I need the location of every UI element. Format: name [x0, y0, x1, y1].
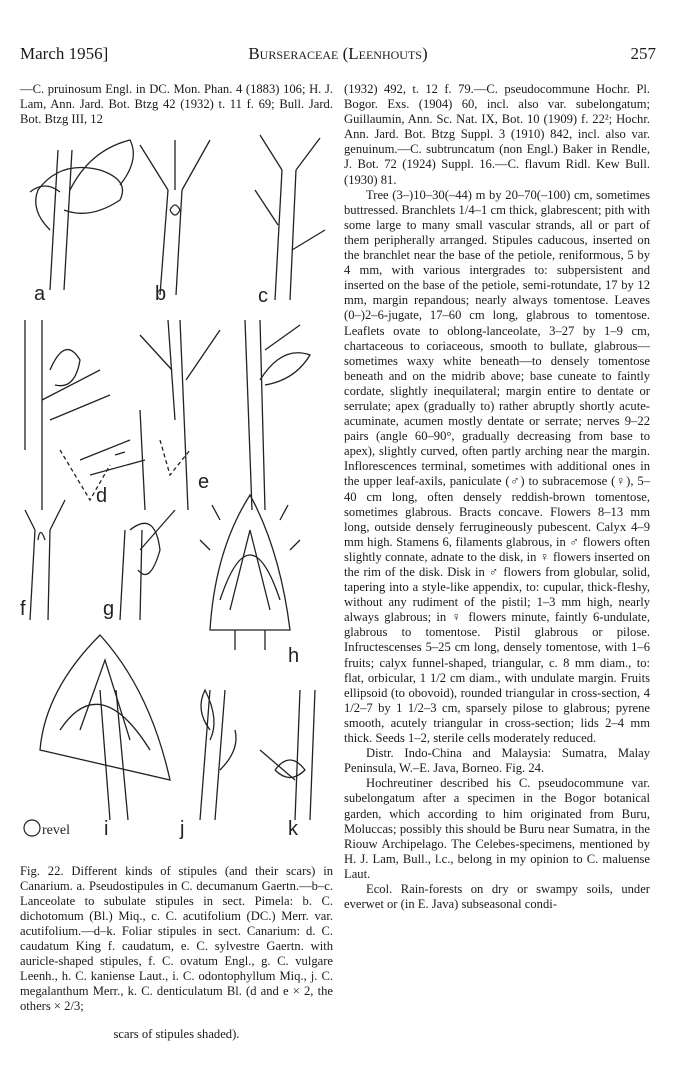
distribution-paragraph: Distr. Indo-China and Malaysia: Sumatra, Malay Peninsula, W.–E. Java, Borneo. Fig. 24. — [344, 746, 650, 776]
panel-f-drawing — [25, 500, 65, 620]
label-e: e — [198, 471, 210, 493]
label-a: a — [34, 283, 46, 305]
page-number: 257 — [630, 44, 656, 63]
caption-text: Fig. 22. Different kinds of stipules (and their scars) in Canarium. a. Pseudostipules in C. decumanum Gaertn.—b–c. Lanceolate to subulate stipules in sect. Pimela: b. C. dichotomum (Bl.) Miq., c. C. acutifolium (DC.) Merr. var. acutifolium.—d–k. Foliar stipules in sect. Canarium: d. C. caudatum King f. caudatum, e. C. sylvestre Gaertn. with auricle-shaped stipules, f. C. ovatum Engl., g. C. vulgare Leenh., h. C. kaniense Laut., i. C. odontophyllum Miq., j. C. megalanthum Merr., k. C. denticulatum Bl. (d and e × 2, the others × 2/3; — [20, 863, 333, 1014]
label-b: b — [155, 283, 167, 305]
synonymy-paragraph: (1932) 492, t. 12 f. 79.—C. pseudocommune Hochr. Pl. Bogor. Exs. (1904) 60, incl. also var. subelongatum; Guillaumin, Ann. Sc. Nat. IX, Bot. 10 (1909) f. 22²; Hochr. Ann. Jard. Bot. Btzg Suppl. 3 (1910) 842, incl. also var. genuinum.—C. subtruncatum (non Engl.) Baker in Rendle, J. Bot. 72 (1924) Suppl. 16.—C. flavum Ridl. Kew Bull. (1930) 81. — [344, 82, 650, 187]
label-h: h — [288, 645, 300, 667]
running-header — [20, 44, 656, 68]
left-column — [20, 82, 333, 127]
panel-b-drawing — [140, 140, 210, 295]
header-title: Burseraceae (Leenhouts) — [248, 44, 428, 63]
panel-i-drawing — [40, 635, 170, 820]
label-c: c — [258, 285, 268, 307]
notes-paragraph: Hochreutiner described his C. pseudocommune var. subelongatum after a specimen in the Bogor botanical garden, which according to him originated from Buru, Moluccas; possibly this should be Buru near Sumatra, in the Riouw Archipelago. The Celebes-specimens, mentioned by H. J. Lam, Bull., l.c., belong in my opinion to C. maluense Laut. — [344, 776, 650, 881]
stipule-drawings — [20, 130, 328, 842]
label-d: d — [96, 485, 108, 507]
panel-h-drawing — [200, 495, 300, 650]
panel-k-drawing — [260, 690, 315, 820]
label-f: f — [20, 598, 26, 620]
figure-caption — [20, 851, 333, 1055]
caption-last-line: scars of stipules shaded). — [113, 1027, 240, 1042]
right-column — [344, 82, 650, 912]
label-i: i — [104, 818, 109, 840]
description-paragraph: Tree (3–)10–30(–44) m by 20–70(–100) cm, sometimes buttressed. Branchlets 1/4–1 cm thick, glabrescent; pith with some large to many small vascular strands, all or part of them peripherally arranged. Stipules caducous, inserted on the branchlet near the base of the petiole, reniformous, 5 by 4 mm, with various intergrades to: subpersistent and inserted on the base of the petiole, semi-rotundate, 17 by 12 mm, margin repandous; nearly always tomentose. Leaves (0–)2–6-jugate, 17–60 cm long, glabrous to tomentose. Leaflets ovate to oblong-lanceolate, 3–27 by 1–9 cm, chartaceous to coriaceous, smooth to bullate, glabrous—sometimes waxy white beneath—to densely tomentose beneath and on the midrib above; base cuneate to faintly cordate, slightly inequilateral; margin entire to dentate or serrulate; apex (gradually to) rather abruptly shortly acute-acuminate, acumen mostly dentate or serrate; nerves 9–22 pairs (angle 60–90°, gradually decreasing from base to apex), slightly curved, often partly arching near the margin. Inflorescences terminal, sometimes with additional ones in the upper leaf-axils, paniculate (♂) to subracemose (♀), 5–40 cm long, often densely reddish-brown tomentose, sometimes glabrous. Bracts concave. Flowers 8–13 mm long, outside densely ferrugineously pubescent. Calyx 4–9 mm high. Stamens 6, filaments glabrous, in ♂ flowers often slightly connate, adnate to the disk, in ♀ flowers inserted on the rim of the disk. Disk in ♂ flowers from globular, solid, tapering into a style-like appendix, to: cupular, thick-fleshy, without any rudiment of the pistil; 1–3 mm high, nearly always glabrous; in ♀ flowers minute, faintly 6-undulate, glabrous to tomentose. Pistil glabrous or pilose. Infructescenses 5–25 cm long, densely tomentose, with 1–6 fruits; calyx funnel-shaped, triangular, c. 8 mm diam., to: flat, orbicular, 1 1/2 cm diam., with undulate margin. Fruits ellipsoid (to obovoid), rounded triangular in cross-section, 4 1/2–7 by 1 1/2–3 cm, sparsely pilose to glabrous; pyrene smooth, acutely triangular in cross-section; lids 2–4 mm thick. Seeds 1–2, sterile cells moderately reduced. — [344, 187, 650, 746]
panel-a-drawing — [30, 140, 133, 290]
label-j: j — [180, 818, 185, 840]
panel-e-branch-drawing — [245, 320, 310, 510]
label-g: g — [103, 598, 115, 620]
header-date: March 1956] — [20, 44, 109, 63]
label-k: k — [288, 818, 298, 840]
panel-g-drawing — [120, 510, 175, 620]
left-column-top-text: —C. pruinosum Engl. in DC. Mon. Phan. 4 (1883) 106; H. J. Lam, Ann. Jard. Bot. Btzg 42 (1932) t. 11 f. 69; Bull. Jard. Bot. Btzg III, 12 — [20, 82, 333, 127]
artist-signature: revel — [42, 823, 70, 838]
ecology-paragraph: Ecol. Rain-forests on dry or swampy soils, under everwet or (in E. Java) subseasonal condi- — [344, 881, 650, 912]
panel-d-drawing — [25, 320, 145, 510]
stipule-figure — [20, 130, 328, 842]
panel-j-drawing — [200, 690, 236, 820]
panel-c-drawing — [255, 135, 325, 300]
